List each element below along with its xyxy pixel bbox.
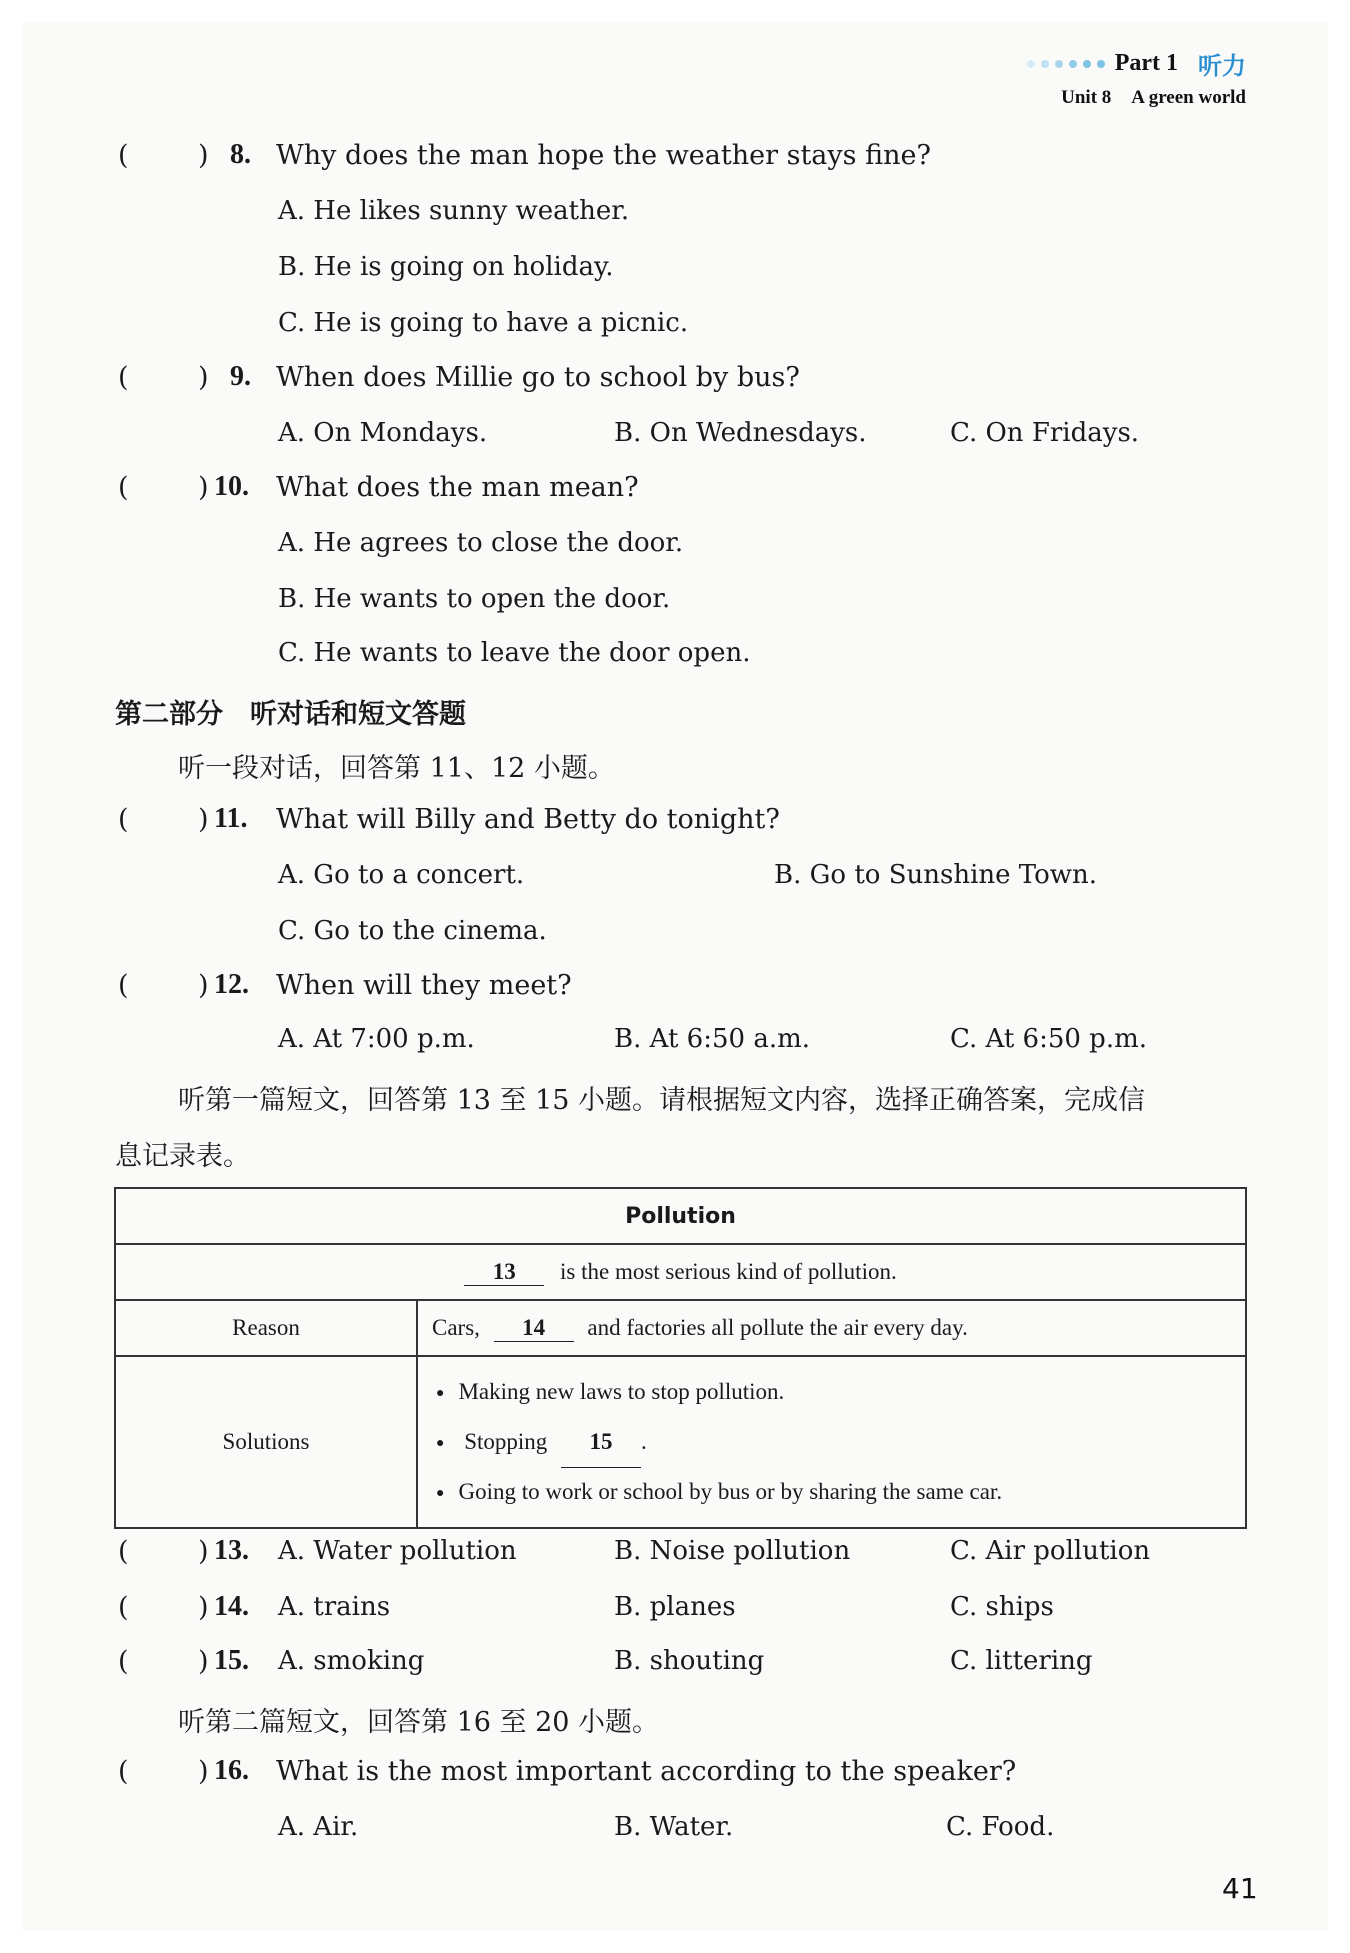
question-number: 16. xyxy=(214,1755,249,1786)
instruction: 听第二篇短文，回答第 16 至 20 小题。 xyxy=(178,1707,660,1738)
option-c[interactable]: C. ships xyxy=(950,1592,1054,1622)
question-text: What will Billy and Betty do tonight? xyxy=(276,804,780,835)
answer-paren-close: ) xyxy=(198,1592,209,1623)
question-number: 11. xyxy=(214,803,248,834)
question-text: When does Millie go to school by bus? xyxy=(276,362,800,393)
option-a[interactable]: A. On Mondays. xyxy=(278,418,488,448)
answer-paren-open[interactable]: ( xyxy=(118,1646,129,1677)
question-text: When will they meet? xyxy=(276,970,572,1001)
section-heading: 第二部分 听对话和短文答题 xyxy=(115,699,466,730)
option-a[interactable]: A. Water pollution xyxy=(278,1536,517,1566)
option-a[interactable]: A. At 7:00 p.m. xyxy=(278,1024,475,1054)
blank-13[interactable]: 13 xyxy=(464,1259,544,1286)
question-number: 15. xyxy=(214,1645,249,1676)
decorative-dots xyxy=(1027,60,1105,68)
solutions-label: Solutions xyxy=(115,1356,417,1528)
solution-item xyxy=(436,1467,1245,1517)
option-c[interactable]: C. He is going to have a picnic. xyxy=(278,308,689,338)
answer-paren-open[interactable]: ( xyxy=(118,362,129,393)
option-b[interactable]: B. He wants to open the door. xyxy=(278,584,671,614)
answer-paren-open[interactable]: ( xyxy=(118,1592,129,1623)
table-title: Pollution xyxy=(115,1188,1246,1244)
answer-paren-close: ) xyxy=(198,1536,209,1567)
answer-paren-close: ) xyxy=(198,970,209,1001)
answer-paren-open[interactable]: ( xyxy=(118,970,129,1001)
option-b[interactable]: B. planes xyxy=(614,1592,736,1622)
reason-label: Reason xyxy=(115,1300,417,1356)
part-label: Part 1 xyxy=(1114,50,1178,76)
option-b[interactable]: B. shouting xyxy=(614,1646,765,1676)
option-c[interactable]: C. Food. xyxy=(946,1812,1055,1842)
page-header xyxy=(1027,46,1246,109)
option-c[interactable]: C. On Fridays. xyxy=(950,418,1140,448)
question-number: 10. xyxy=(214,471,249,502)
option-b[interactable]: B. On Wednesdays. xyxy=(614,418,867,448)
answer-paren-close: ) xyxy=(198,472,209,503)
option-c[interactable]: C. He wants to leave the door open. xyxy=(278,638,751,668)
answer-paren-close: ) xyxy=(198,362,209,393)
option-c[interactable]: C. Go to the cinema. xyxy=(278,916,547,946)
solutions-cell xyxy=(417,1356,1246,1528)
answer-paren-close: ) xyxy=(198,1756,209,1787)
pollution-info-table xyxy=(114,1187,1247,1529)
question-number: 8. xyxy=(230,139,251,170)
option-a[interactable]: A. Air. xyxy=(278,1812,359,1842)
table-row-main xyxy=(115,1244,1246,1300)
option-a[interactable]: A. He likes sunny weather. xyxy=(278,196,630,226)
unit-number: Unit 8 xyxy=(1061,87,1112,108)
option-b[interactable]: B. Noise pollution xyxy=(614,1536,851,1566)
row-text: is the most serious kind of pollution. xyxy=(560,1258,897,1284)
reason-pre: Cars, xyxy=(432,1314,480,1340)
solution-text: Going to work or school by bus or by sharing the same car. xyxy=(458,1479,1003,1504)
solution-text: Stopping xyxy=(464,1429,548,1454)
question-number: 9. xyxy=(230,361,251,392)
answer-paren-open[interactable]: ( xyxy=(118,1756,129,1787)
unit-title: A green world xyxy=(1131,87,1246,108)
question-number: 12. xyxy=(214,969,249,1000)
instruction: 听一段对话，回答第 11、12 小题。 xyxy=(178,753,615,784)
option-b[interactable]: B. He is going on holiday. xyxy=(278,252,614,282)
reason-post: and factories all pollute the air every day. xyxy=(587,1314,968,1340)
answer-paren-open[interactable]: ( xyxy=(118,804,129,835)
answer-paren-open[interactable]: ( xyxy=(118,1536,129,1567)
category-label: 听力 xyxy=(1198,52,1246,80)
reason-cell xyxy=(417,1300,1246,1356)
question-text: What is the most important according to the speaker? xyxy=(276,1756,1017,1787)
answer-paren-close: ) xyxy=(198,1646,209,1677)
page-number: 41 xyxy=(1222,1872,1258,1905)
period: . xyxy=(641,1429,647,1454)
option-c[interactable]: C. At 6:50 p.m. xyxy=(950,1024,1148,1054)
answer-paren-close: ) xyxy=(198,140,209,171)
solution-item xyxy=(436,1417,1245,1467)
solution-item xyxy=(436,1367,1245,1417)
option-b[interactable]: B. Water. xyxy=(614,1812,734,1842)
question-text: Why does the man hope the weather stays fine? xyxy=(276,140,931,171)
option-a[interactable]: A. trains xyxy=(278,1592,391,1622)
instruction: 听第一篇短文，回答第 13 至 15 小题。请根据短文内容，选择正确答案，完成信 xyxy=(178,1085,1146,1116)
option-b[interactable]: B. Go to Sunshine Town. xyxy=(774,860,1098,890)
solution-text: Making new laws to stop pollution. xyxy=(458,1379,785,1404)
answer-paren-open[interactable]: ( xyxy=(118,472,129,503)
question-number: 14. xyxy=(214,1591,249,1622)
option-b[interactable]: B. At 6:50 a.m. xyxy=(614,1024,811,1054)
question-number: 13. xyxy=(214,1535,249,1566)
option-a[interactable]: A. He agrees to close the door. xyxy=(278,528,684,558)
blank-15[interactable]: 15 xyxy=(561,1417,641,1468)
option-c[interactable]: C. Air pollution xyxy=(950,1536,1151,1566)
instruction-continued: 息记录表。 xyxy=(115,1141,250,1172)
option-a[interactable]: A. smoking xyxy=(278,1646,425,1676)
option-a[interactable]: A. Go to a concert. xyxy=(278,860,525,890)
answer-paren-close: ) xyxy=(198,804,209,835)
unit-label xyxy=(1027,87,1246,109)
answer-paren-open[interactable]: ( xyxy=(118,140,129,171)
option-c[interactable]: C. littering xyxy=(950,1646,1093,1676)
blank-14[interactable]: 14 xyxy=(494,1315,574,1342)
question-text: What does the man mean? xyxy=(276,472,639,503)
